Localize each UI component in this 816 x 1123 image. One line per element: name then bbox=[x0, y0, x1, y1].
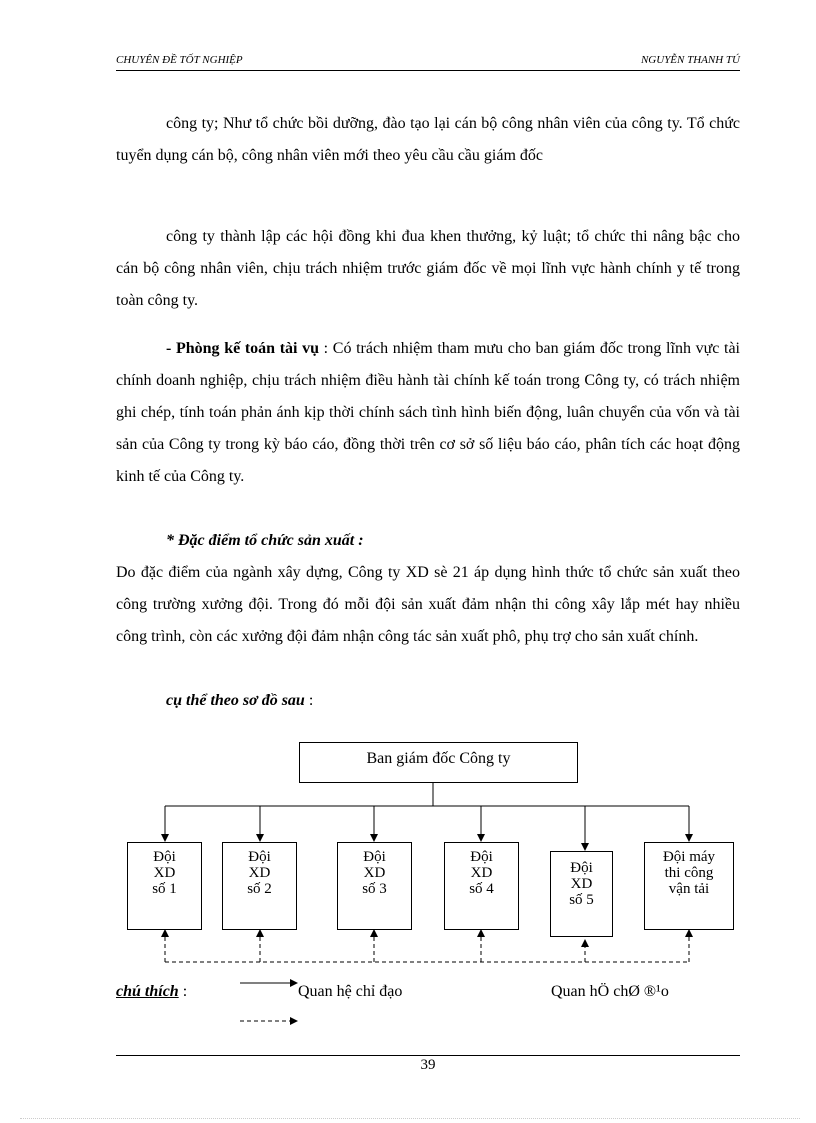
team-4-line-2: XD bbox=[470, 865, 493, 881]
legend-solid-text: Quan hệ chỉ đạo bbox=[298, 983, 403, 1000]
team-5-line-3: số 5 bbox=[569, 892, 594, 908]
board-of-directors-box: Ban giám đốc Công ty bbox=[299, 742, 578, 783]
team-box-machinery bbox=[644, 842, 734, 930]
team-3-line-2: XD bbox=[363, 865, 386, 881]
legend-label bbox=[116, 983, 187, 1001]
paragraph-4: Do đặc điểm của ngành xây dựng, Công ty XD sè 21 áp dụng hình thức tổ chức sản xuất theo công trường xưởng đội. Trong đó mỗi đội sản xuất đảm nhận thi công xây lắp mét hay nhiều công trình, còn các xưởng đội đảm nhận công tác sản xuất phô, phụ trợ cho sản xuất chính. bbox=[116, 564, 740, 645]
team-2-line-3: số 2 bbox=[247, 881, 272, 897]
diagram-intro-label: cụ thể theo sơ đồ sau bbox=[166, 692, 305, 709]
team-3-line-1: Đội bbox=[363, 849, 386, 865]
department-title: - Phòng kế toán tài vụ bbox=[166, 340, 320, 357]
team-2-line-1: Đội bbox=[248, 849, 271, 865]
header-right: NGUYỄN THANH TÚ bbox=[640, 54, 740, 66]
team-box-1 bbox=[127, 842, 202, 930]
legend-dashed-text: Quan hÖ chØ ®¹o bbox=[551, 983, 669, 1000]
team-6-line-3: vận tải bbox=[668, 881, 710, 897]
team-1-line-2: XD bbox=[153, 865, 176, 881]
team-4-line-3: số 4 bbox=[469, 881, 494, 897]
legend-colon: : bbox=[178, 983, 188, 1000]
paragraph-2: công ty thành lập các hội đồng khi đua khen thưởng, kỷ luật; tổ chức thi nâng bậc cho cán bộ công nhân viên, chịu trách nhiệm trước giám đốc về mọi lĩnh vực hành chính y tế trong toàn công ty. bbox=[116, 228, 740, 309]
header-left: CHUYÊN ĐỀ TỐT NGHIỆP bbox=[116, 54, 243, 66]
team-5-line-2: XD bbox=[570, 876, 593, 892]
team-5-line-1: Đội bbox=[570, 860, 593, 876]
team-1-line-3: số 1 bbox=[152, 881, 177, 897]
paragraph-1: công ty; Như tổ chức bồi dưỡng, đào tạo lại cán bộ công nhân viên của công ty. Tổ chức tuyển dụng cán bộ, công nhân viên mới theo yêu cầu cầu giám đốc bbox=[116, 115, 740, 164]
team-box-5 bbox=[550, 851, 613, 937]
page-number: 39 bbox=[420, 1057, 436, 1073]
footer-rule bbox=[116, 1055, 740, 1056]
section-heading: * Đặc điểm tổ chức sản xuất : bbox=[166, 532, 364, 549]
team-1-line-1: Đội bbox=[153, 849, 176, 865]
team-6-line-1: Đội máy bbox=[662, 849, 716, 865]
team-box-4 bbox=[444, 842, 519, 930]
team-2-line-2: XD bbox=[248, 865, 271, 881]
team-box-3 bbox=[337, 842, 412, 930]
team-box-2 bbox=[222, 842, 297, 930]
page-edge-dots bbox=[20, 1118, 800, 1119]
department-description: : Có trách nhiệm tham mưu cho ban giám đốc trong lĩnh vực tài chính doanh nghiệp, chịu trách nhiệm điều hành tài chính kế toán trong Công ty, có trách nhiệm ghi chép, tính toán phản ánh kịp thời chính sách tình hình biến động, luân chuyển của vốn và tài sản của Công ty trong kỳ báo cáo, đồng thời trên cơ sở số liệu báo cáo, phân tích các hoạt động kinh tế của Công ty. bbox=[116, 340, 741, 485]
team-3-line-3: số 3 bbox=[362, 881, 387, 897]
team-4-line-1: Đội bbox=[470, 849, 493, 865]
diagram-intro-colon: : bbox=[304, 692, 314, 709]
team-6-line-2: thi công bbox=[664, 865, 714, 881]
legend-title: chú thích bbox=[116, 983, 179, 1000]
